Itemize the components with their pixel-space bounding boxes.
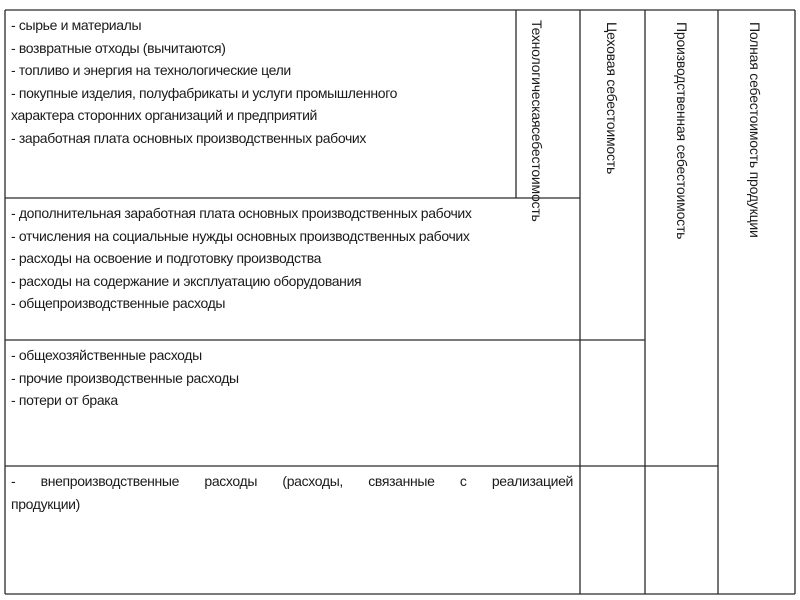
list-item: - возвратные отходы (вычитаются) xyxy=(11,39,226,56)
group-4-items xyxy=(11,470,573,515)
group-2-items xyxy=(11,202,472,315)
list-item: характера сторонних организаций и предприятий xyxy=(11,107,318,123)
label-technological-cost xyxy=(528,20,546,223)
list-item: - покупные изделия, полуфабрикаты и услуги промышленного xyxy=(11,84,398,101)
group-1-items xyxy=(11,14,397,149)
label-shop-cost: Цеховая себестоимость xyxy=(604,22,620,175)
list-item: - дополнительная заработная плата основных производственных рабочих xyxy=(11,205,472,221)
label-technological-cost-line-1: Технологическая xyxy=(529,20,545,128)
list-item: - общехозяйственные расходы xyxy=(11,347,202,363)
list-item: - внепроизводственные расходы (расходы, связанные с реализацией xyxy=(11,473,573,489)
list-item-continuation: продукции) xyxy=(11,495,80,512)
list-item: - расходы на освоение и подготовку производства xyxy=(11,250,322,266)
list-item: - прочие производственные расходы xyxy=(11,369,239,386)
list-item: - отчисления на социальные нужды основных производственных рабочих xyxy=(11,227,470,244)
list-item: - заработная плата основных производственных рабочих xyxy=(11,129,367,146)
list-item: - расходы на содержание и эксплуатацию оборудования xyxy=(11,272,362,289)
label-technological-cost-line-2: себестоимость xyxy=(529,127,545,223)
group-3-items xyxy=(11,344,239,412)
label-production-cost: Производственная себестоимость xyxy=(674,22,690,240)
list-item: - потери от брака xyxy=(11,392,118,408)
list-item: - топливо и энергия на технологические цели xyxy=(11,62,291,78)
list-item: - общепроизводственные расходы xyxy=(11,295,226,311)
label-full-cost: Полная себестоимость продукции xyxy=(747,22,763,238)
list-item: - сырье и материалы xyxy=(11,17,142,33)
